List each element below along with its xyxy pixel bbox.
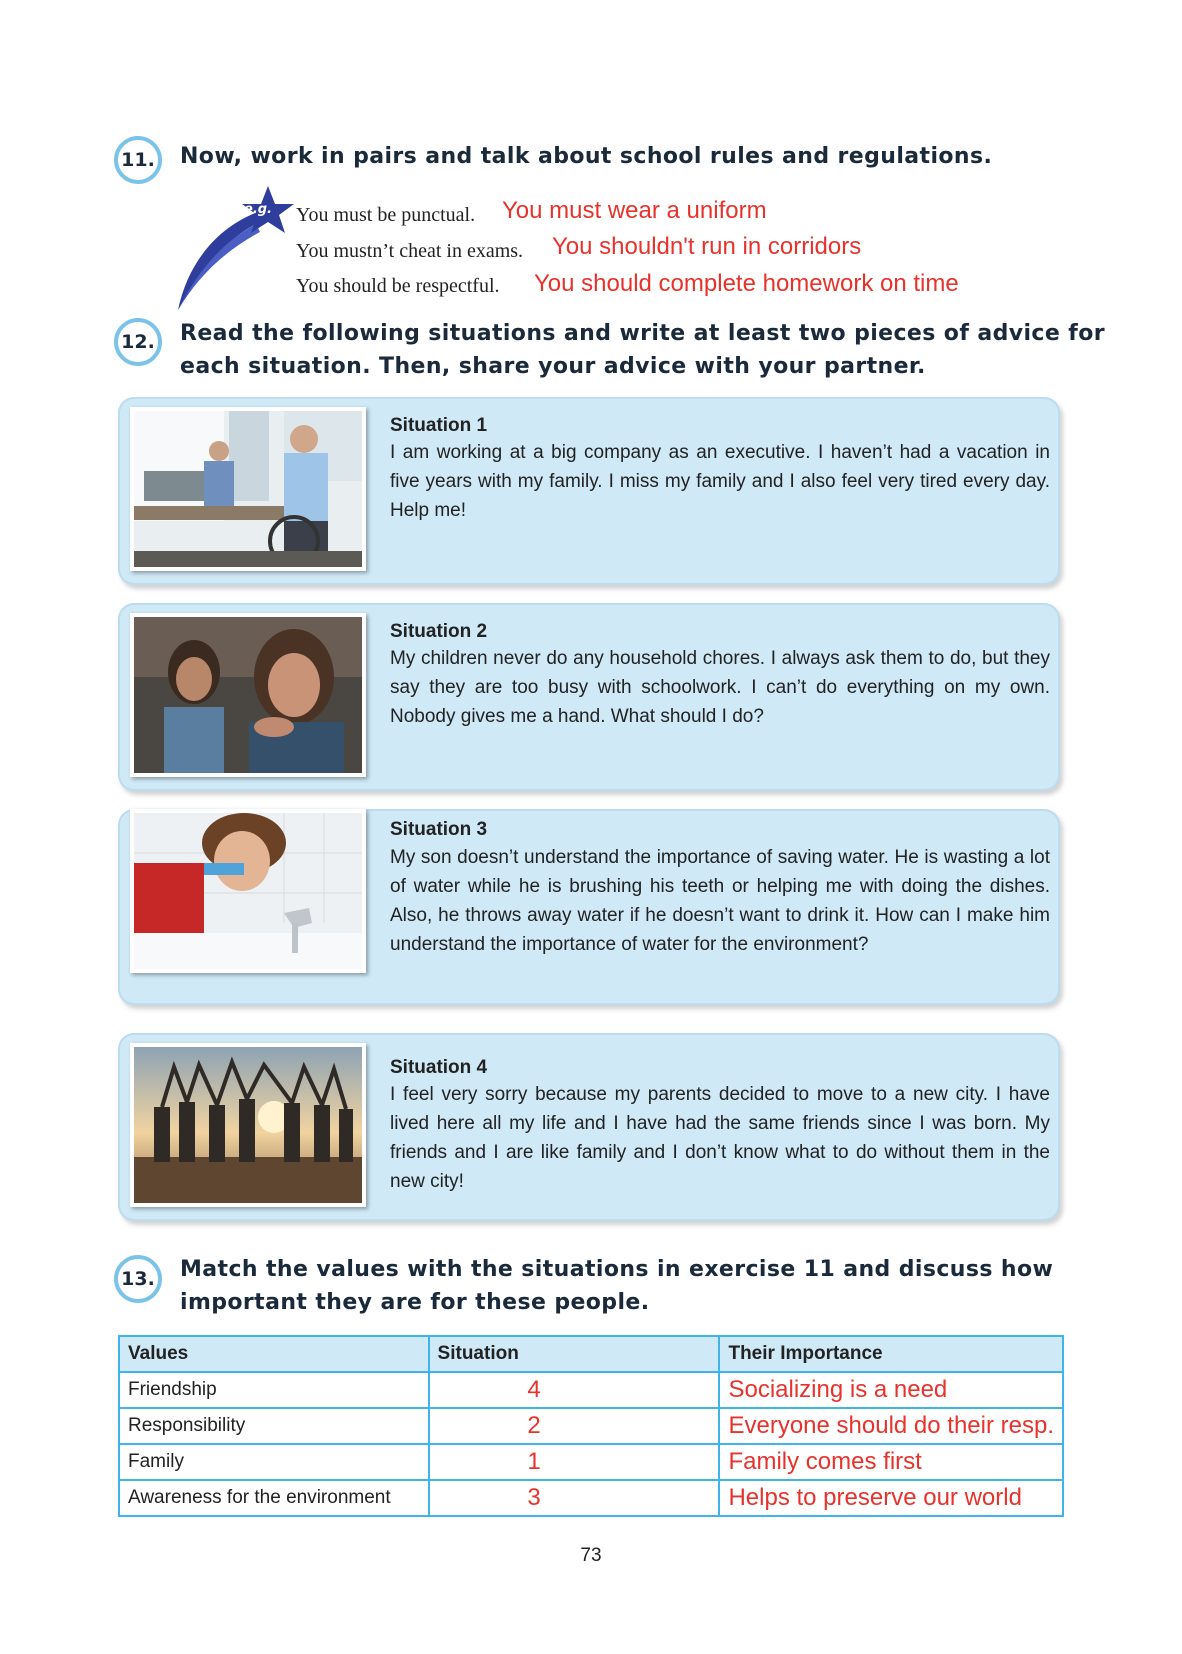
header-situation: Situation [429, 1336, 720, 1372]
boy-brushing-teeth-photo [130, 809, 366, 973]
importance-answer-cell[interactable]: Family comes first [719, 1444, 1063, 1480]
situation-card-1 [118, 397, 1060, 585]
page-number: 73 [580, 1545, 602, 1566]
situation-card-4 [118, 1033, 1060, 1221]
situation-card-3 [118, 809, 1060, 1005]
importance-answer-cell[interactable]: Everyone should do their resp. [719, 1408, 1063, 1444]
situation-1-text: I am working at a big company as an executive. I haven’t had a vacation in five years with my family. I miss my family and I also feel very tired every day. Help me! [390, 442, 1050, 521]
value-cell: Awareness for the environment [119, 1480, 429, 1516]
eg-star-arrow-icon [168, 182, 298, 314]
student-answer-2: You shouldn't run in corridors [552, 233, 862, 260]
situation-3-title: Situation 3 [390, 819, 488, 840]
value-cell: Family [119, 1444, 429, 1480]
friends-beach-sunset-photo [130, 1043, 366, 1207]
exercise-11-number: 11. [114, 136, 162, 184]
header-values: Values [119, 1336, 429, 1372]
student-answer-1: You must wear a uniform [502, 197, 767, 224]
situation-4-title: Situation 4 [390, 1057, 488, 1078]
table-header-row [119, 1336, 1063, 1372]
situation-4-text: I feel very sorry because my parents decided to move to a new city. I have lived here all my life and I have had the same friends since I was born. My friends and I are like family and I don’t know what to do without them in the new city! [390, 1084, 1050, 1192]
table-row [119, 1372, 1063, 1408]
table-row [119, 1408, 1063, 1444]
example-rule-3: You should be respectful. [296, 275, 500, 297]
header-importance: Their Importance [719, 1336, 1063, 1372]
situation-3-text: My son doesn’t understand the importance of saving water. He is wasting a lot of water while he is brushing his teeth or helping me with doing the dishes. Also, he throws away water if he doesn’t want to drink it. How can I make him understand the importance of water for the environment? [390, 847, 1050, 955]
office-wheelchair-photo [130, 407, 366, 571]
exercise-12-heading-line1: Read the following situations and write at least two pieces of advice for [180, 321, 1105, 346]
eg-label: e.g. [244, 202, 272, 217]
exercise-11-heading: Now, work in pairs and talk about school rules and regulations. [180, 144, 993, 169]
situation-answer-cell[interactable]: 3 [429, 1480, 720, 1516]
example-rule-2: You mustn’t cheat in exams. [296, 240, 524, 262]
situation-2-text: My children never do any household chores. I always ask them to do, but they say they are too busy with schoolwork. I can’t do everything on my own. Nobody gives me a hand. What should I do? [390, 648, 1050, 727]
importance-answer-cell[interactable]: Socializing is a need [719, 1372, 1063, 1408]
exercise-12-heading-line2: each situation. Then, share your advice with your partner. [180, 354, 926, 379]
situation-2-title: Situation 2 [390, 621, 488, 642]
situation-card-2 [118, 603, 1060, 791]
situation-1-title: Situation 1 [390, 415, 488, 436]
situation-answer-cell[interactable]: 1 [429, 1444, 720, 1480]
example-rule-1: You must be punctual. [296, 204, 476, 226]
exercise-13-heading-line1: Match the values with the situations in exercise 11 and discuss how [180, 1257, 1054, 1282]
table-row [119, 1480, 1063, 1516]
exercise-13-heading-line2: important they are for these people. [180, 1290, 650, 1315]
mother-daughter-photo [130, 613, 366, 777]
situation-answer-cell[interactable]: 4 [429, 1372, 720, 1408]
value-cell: Friendship [119, 1372, 429, 1408]
importance-answer-cell[interactable]: Helps to preserve our world [719, 1480, 1063, 1516]
exercise-12-number: 12. [114, 318, 162, 366]
student-answer-3: You should complete homework on time [534, 270, 959, 297]
value-cell: Responsibility [119, 1408, 429, 1444]
values-table [118, 1335, 1064, 1517]
table-row [119, 1444, 1063, 1480]
exercise-13-number: 13. [114, 1255, 162, 1303]
situation-answer-cell[interactable]: 2 [429, 1408, 720, 1444]
